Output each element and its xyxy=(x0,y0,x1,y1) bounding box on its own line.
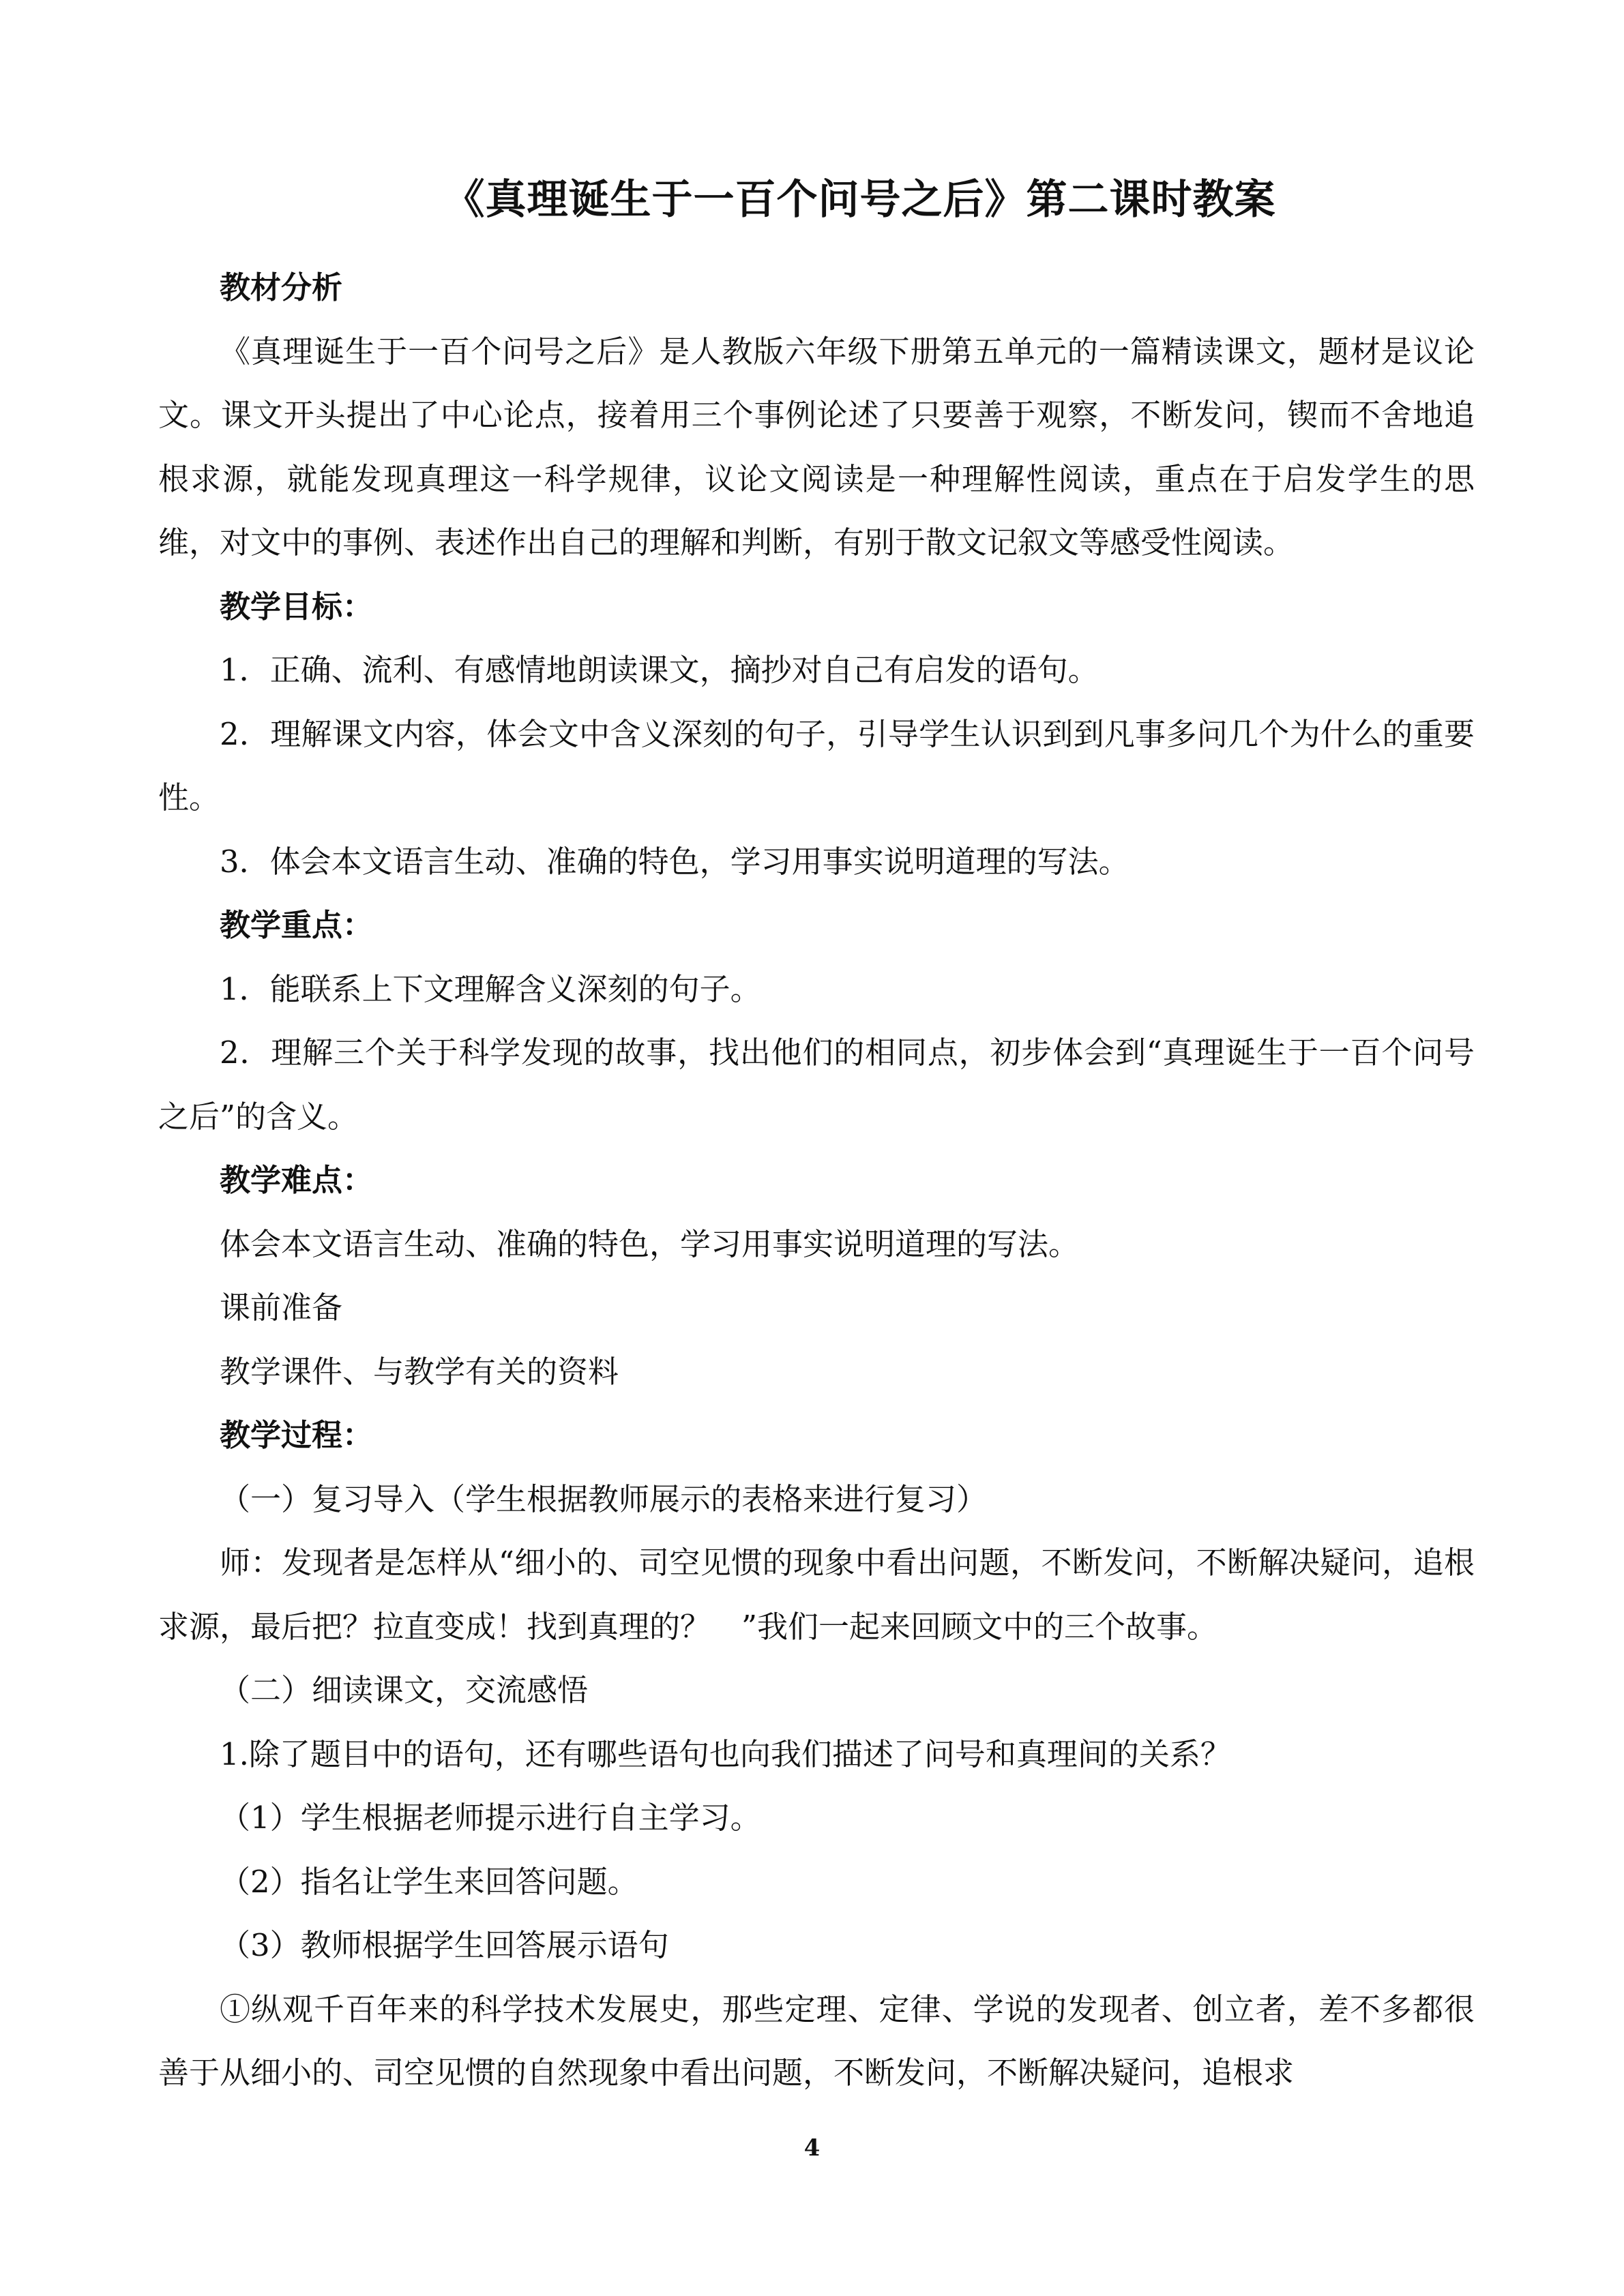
preparation-paragraph: 教学课件、与教学有关的资料 xyxy=(220,1353,619,1390)
goal-item: 2．理解课文内容，体会文中含义深刻的句子，引导学生认识到到凡事多问几个为什么的重要性。 xyxy=(158,715,1475,816)
quote-paragraph: ①纵观千百年来的科学技术发展史，那些定理、定律、学说的发现者、创立者，差不多都很善于从细小的、司空见惯的自然现象中看出问题，不断发问，不断解决疑问，追根求 xyxy=(158,1991,1475,2091)
sub-step: （3）教师根据学生回答展示语句 xyxy=(220,1927,669,1963)
sub-step: （1）学生根据老师提示进行自主学习。 xyxy=(220,1800,761,1836)
process-step: （一）复习导入（学生根据教师展示的表格来进行复习） xyxy=(220,1480,988,1517)
document-body xyxy=(158,256,1475,2105)
page-number: 4 xyxy=(803,2134,821,2162)
goal-item: 3．体会本文语言生动、准确的特色，学习用事实说明道理的写法。 xyxy=(220,843,1130,880)
teacher-line: 师：发现者是怎样从“细小的、司空见惯的现象中看出问题，不断发问，不断解决疑问，追根求源，最后把？拉直变成！找到真理的？ ”我们一起来回顾文中的三个故事。 xyxy=(158,1545,1475,1645)
key-points-heading: 教学重点： xyxy=(220,907,374,943)
goals-heading: 教学目标： xyxy=(220,588,374,625)
goal-item: 1．正确、流利、有感情地朗读课文，摘抄对自己有启发的语句。 xyxy=(220,652,1099,688)
page-title: 《真理诞生于一百个问号之后》第二课时教案 xyxy=(443,176,1276,224)
preparation-heading: 课前准备 xyxy=(220,1289,343,1326)
analysis-paragraph: 《真理诞生于一百个问号之后》是人教版六年级下册第五单元的一篇精读课文，题材是议论文。课文开头提出了中心论点，接着用三个事例论述了只要善于观察，不断发问，锲而不舍地追根求源，就能发现真理这一科学规律，议论文阅读是一种理解性阅读，重点在于启发学生的思维，对文中的事例、表述作出自己的理解和判断，有别于散文记叙文等感受性阅读。 xyxy=(158,333,1475,561)
process-step: （二）细读课文，交流感悟 xyxy=(220,1672,589,1708)
difficulty-heading: 教学难点： xyxy=(220,1162,374,1198)
process-heading: 教学过程： xyxy=(220,1417,374,1453)
question-item: 1.除了题目中的语句，还有哪些语句也向我们描述了问号和真理间的关系？ xyxy=(220,1735,1231,1772)
difficulty-paragraph: 体会本文语言生动、准确的特色，学习用事实说明道理的写法。 xyxy=(220,1225,1080,1262)
key-point-item: 2．理解三个关于科学发现的故事，找出他们的相同点，初步体会到“真理诞生于一百个问号之后”的含义。 xyxy=(158,1034,1475,1135)
sub-step: （2）指名让学生来回答问题。 xyxy=(220,1863,638,1900)
analysis-heading: 教材分析 xyxy=(220,269,343,305)
key-point-item: 1．能联系上下文理解含义深刻的句子。 xyxy=(220,970,761,1007)
